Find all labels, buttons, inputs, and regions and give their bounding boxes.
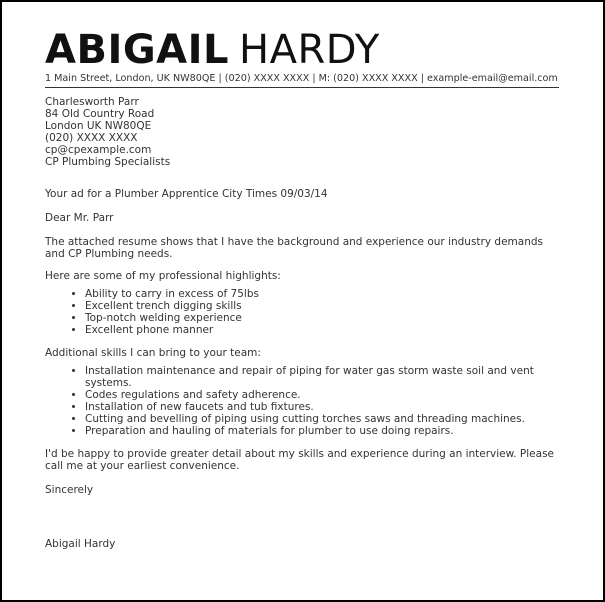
first-name: ABIGAIL (45, 27, 229, 73)
closing-paragraph: I'd be happy to provide greater detail about my skills and experience during an interview. Please call me at your earliest convenience. (45, 448, 555, 472)
intro-paragraph: The attached resume shows that I have the background and experience our industry demands and CP Plumbing needs. (45, 236, 543, 260)
letter-greeting: Dear Mr. Parr (45, 212, 114, 224)
recipient-email: cp@cpexample.com (45, 144, 152, 156)
list-item: • Ability to carry in excess of 75lbs (85, 288, 565, 300)
contact-details: 1 Main Street, London, UK NW80QE | (020) XXXX XXXX | M: (020) XXXX XXXX | example-email@email.com (45, 73, 558, 84)
recipient-name: Charlesworth Parr (45, 96, 139, 108)
sign-off: Sincerely (45, 484, 94, 496)
list-item: • Excellent phone manner (85, 324, 565, 336)
header-divider (45, 87, 559, 88)
list-item: • Installation maintenance and repair of piping for water gas storm waste soil and vent systems. (85, 365, 565, 389)
signature-name: Abigail Hardy (45, 538, 116, 550)
cover-letter (45, 27, 565, 550)
recipient-city: London UK NW80QE (45, 120, 152, 132)
skills-intro: Additional skills I can bring to your team: (45, 347, 261, 359)
highlights-list (45, 288, 565, 336)
recipient-address (45, 96, 565, 168)
list-item: • Cutting and bevelling of piping using cutting torches saws and threading machines. (85, 413, 565, 425)
list-item: • Excellent trench digging skills (85, 300, 565, 312)
list-item: • Top-notch welding experience (85, 312, 565, 324)
recipient-street: 84 Old Country Road (45, 108, 155, 120)
applicant-name (45, 27, 565, 73)
skills-list (45, 365, 565, 437)
letter-subject: Your ad for a Plumber Apprentice City Times 09/03/14 (45, 188, 328, 200)
recipient-phone: (020) XXXX XXXX (45, 132, 138, 144)
list-item: • Installation of new faucets and tub fixtures. (85, 401, 565, 413)
list-item: • Codes regulations and safety adherence. (85, 389, 565, 401)
highlights-intro: Here are some of my professional highlights: (45, 270, 281, 282)
last-name: HARDY (239, 27, 380, 73)
list-item: • Preparation and hauling of materials for plumber to use doing repairs. (85, 425, 565, 437)
recipient-company: CP Plumbing Specialists (45, 156, 171, 168)
